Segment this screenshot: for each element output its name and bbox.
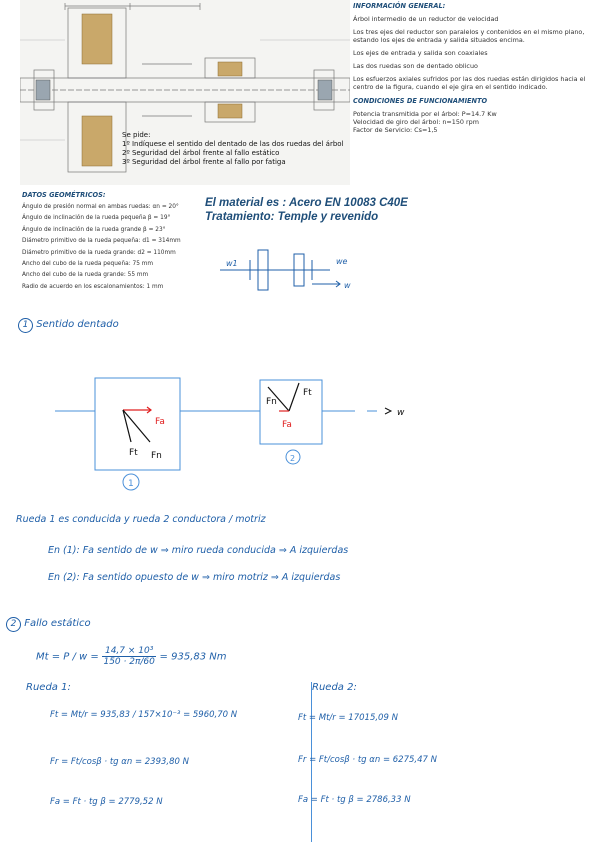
conclusion-line: Rueda 1 es conducida y rueda 2 conductora / motriz [16,514,266,525]
datos-geometricos [22,191,184,293]
gear1-label: 1 [128,479,134,489]
geo-line: Radio de acuerdo en los escalonamientos: 1 mm [22,283,164,290]
mt-equation: Mt = P / w = $\frac{\text{14,7 × 10³}}{150 \cdot 2\pi/60}$ = 935,83 Nm [36,646,227,667]
rueda1-fa-expr: Fa = Ft · tg β [50,797,106,807]
rueda1-ft [50,710,237,720]
sketch-w1: w1 [226,259,238,268]
rueda2-fr [298,755,437,765]
rueda2-fa [298,795,411,805]
info-paragraph: Árbol intermedio de un reductor de velocidad [353,15,499,23]
rueda2-ft [298,713,398,723]
section1-number: 1 [18,318,33,333]
rueda1-fr [50,757,189,767]
sketch-w: w [344,281,351,290]
rueda1-ft-expr: Ft = Mt/r = 935,83 / 157×10⁻³ [50,710,181,720]
rueda2-fa-expr: Fa = Ft · tg β [298,795,354,805]
condicion-line: Factor de Servicio: Cs=1,5 [353,126,438,134]
condicion-line: Potencia transmitida por el árbol: P=14.7 Kw [353,110,497,118]
section1-title: Sentido dentado [36,319,119,330]
condiciones-title: CONDICIONES DE FUNCIONAMIENTO [353,97,488,105]
mt-p-over-w: P / w [63,651,88,663]
rueda1-title: Rueda 1: [26,682,71,693]
gear1-fa: Fa [155,417,165,427]
condicion-line: Velocidad de giro del árbol: n=150 rpm [353,118,479,126]
gear2-label: 2 [290,454,296,463]
mt-result: = 935,83 Nm [159,651,227,663]
shaft-sketch [220,240,360,300]
section1-heading [18,318,119,333]
rueda2-ft-expr: Ft = Mt/r [298,713,336,723]
geo-line: Ángulo de inclinación de la rueda grande β = 23° [22,226,166,233]
geo-line: Ángulo de inclinación de la rueda pequeña β = 19° [22,215,171,222]
se-pide-title: Se pide: [122,131,151,139]
rueda1-fr-expr: Fr = Ft/cosβ · tg αn [50,757,133,767]
section2-number: 2 [6,617,21,632]
rueda2-title: Rueda 2: [312,682,357,693]
se-pide [122,131,354,167]
mt-numerator: 14,7 × 10³ [102,646,156,657]
material-block [205,196,408,224]
info-general-title: INFORMACIÓN GENERAL: [353,2,446,10]
geo-line: Diámetro primitivo de la rueda pequeña: d1 = 314mm [22,238,181,245]
rueda2-fr-value: = 6275,47 N [382,755,437,765]
force-diagram [55,375,435,495]
info-paragraph: Las dos ruedas son de dentado oblicuo [353,62,478,70]
rueda1-fr-value: = 2393,80 N [134,757,189,767]
geo-line: Diámetro primitivo de la rueda grande: d2 = 110mm [22,249,176,256]
geo-line: Ancho del cubo de la rueda pequeña: 75 mm [22,261,154,268]
rueda1-ft-value: = 5960,70 N [183,710,238,720]
gear2-fn: Fn [266,397,277,407]
material-line: El material es : Acero EN 10083 C40E [205,197,408,209]
se-pide-item: 1º Indíquese el sentido del dentado de las dos ruedas del árbol [122,140,344,148]
gear1-fn: Fn [151,451,162,461]
geo-title: DATOS GEOMÉTRICOS: [22,191,106,199]
info-paragraph: Los tres ejes del reductor son paralelos y contenidos en el mismo plano, estando los ejes de entrada y salida situados encima. [353,28,585,44]
rueda2-ft-value: = 17015,09 N [338,713,398,723]
omega-label: w [397,408,405,418]
en2-line: En (2): Fa sentido opuesto de w ⇒ miro motriz ⇒ A izquierdas [48,572,341,583]
rueda2-fa-value: = 2786,33 N [356,795,411,805]
sketch-we: we [336,257,348,266]
gear1-ft: Ft [129,448,138,458]
se-pide-item: 3º Seguridad del árbol frente al fallo por fatiga [122,158,286,166]
en1-line: En (1): Fa sentido de w ⇒ miro rueda conducida ⇒ A izquierdas [48,545,349,556]
mt-denominator: 150 · 2π/60 [103,657,155,667]
gear2-ft: Ft [303,388,312,398]
rueda2-fr-expr: Fr = Ft/cosβ · tg αn [298,755,381,765]
geo-line: Ángulo de presión normal en ambas ruedas: αn = 20° [22,204,179,210]
treatment-line: Tratamiento: Temple y revenido [205,211,379,223]
rueda1-fa [50,797,163,807]
info-paragraph: Los ejes de entrada y salida son coaxiales [353,49,488,57]
info-general [353,2,593,134]
info-paragraph: Los esfuerzos axiales sufridos por las dos ruedas están dirigidos hacia el centro de la figura, cuando el eje gira en el sentido indicado. [353,75,586,91]
section2-title: Fallo estático [24,618,91,629]
rueda1-fa-value: = 2779,52 N [108,797,163,807]
mt-lhs: Mt = [36,651,61,663]
se-pide-item: 2º Seguridad del árbol frente al fallo estático [122,149,280,157]
section2-heading [6,617,91,632]
gear2-fa: Fa [282,420,292,430]
geo-line: Ancho del cubo de la rueda grande: 55 mm [22,272,149,279]
